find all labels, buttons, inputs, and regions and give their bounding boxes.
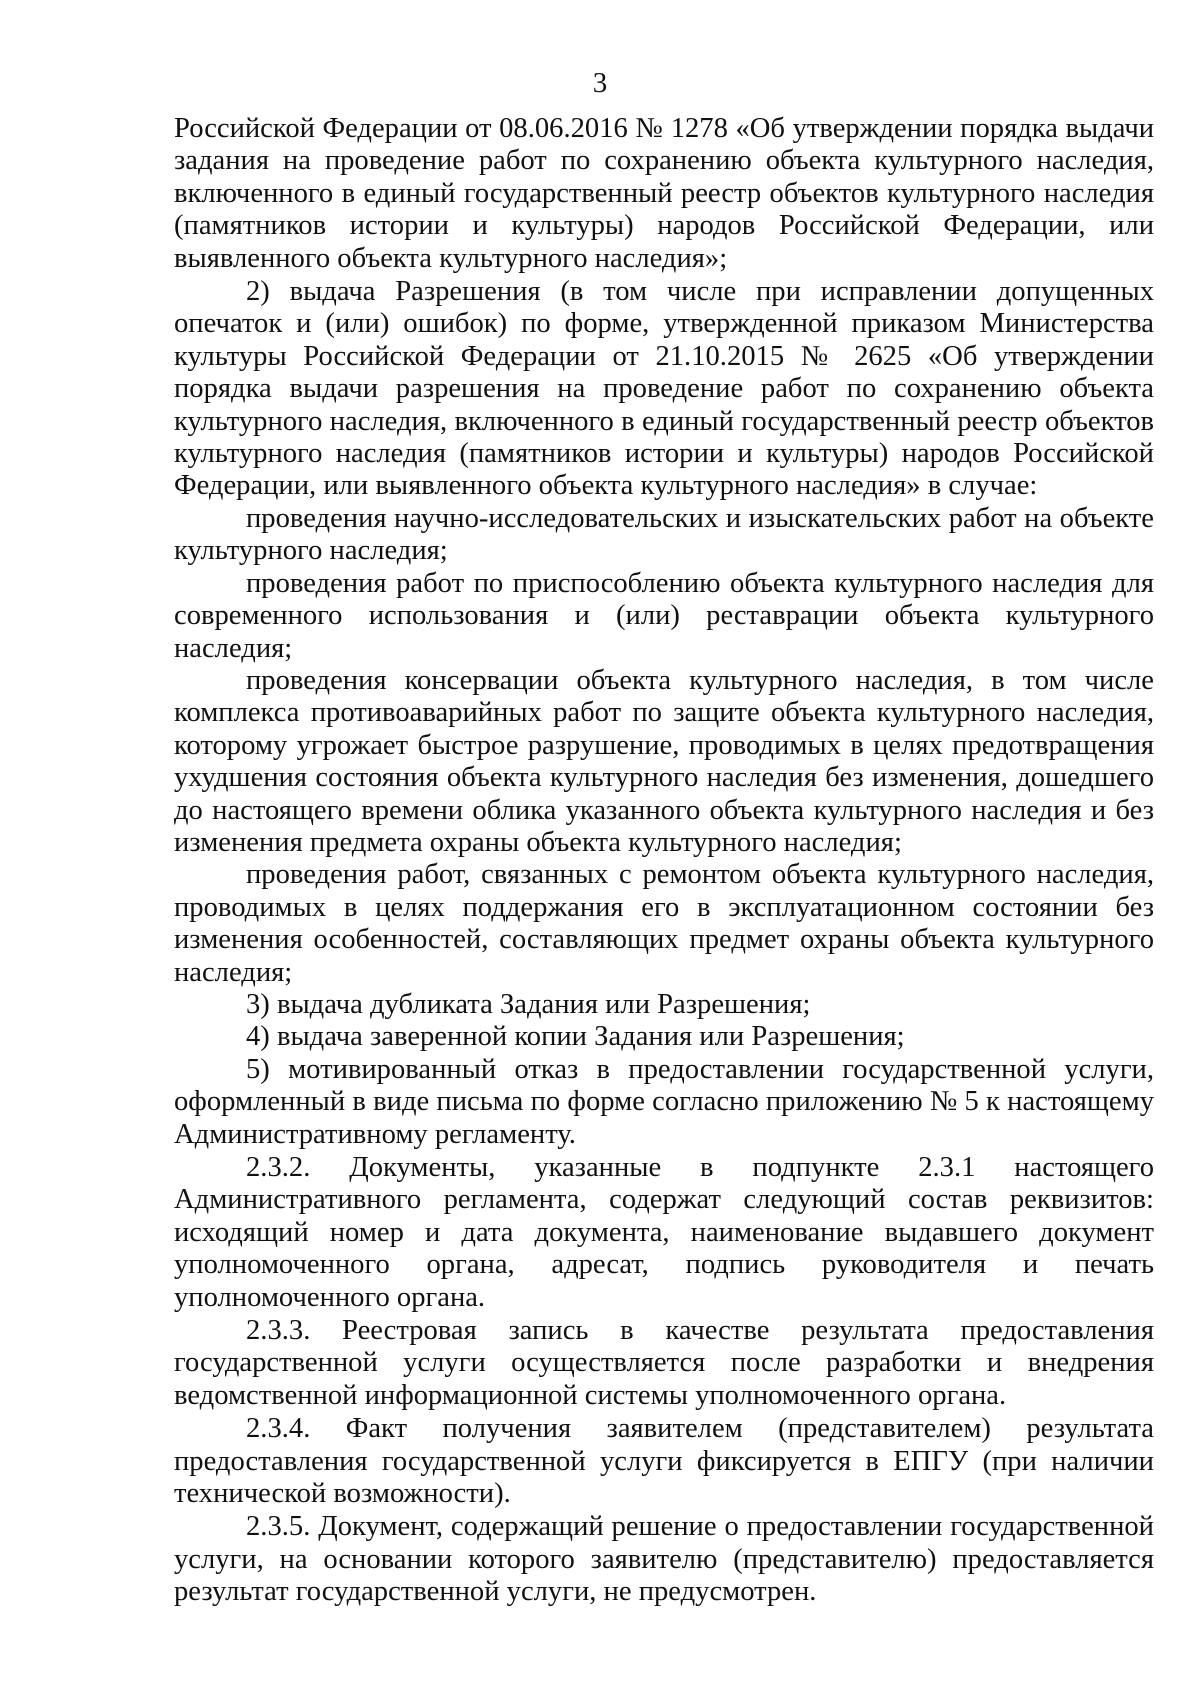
paragraph-item-4: 4) выдача заверенной копии Задания или Разрешения; — [246, 1021, 905, 1053]
paragraph-case-repair: проведения работ, связанных с ремонтом объекта культурного наследия, проводимых в целях поддержания его в эксплуатационном состоянии без изменения особенностей, составляющих предмет охраны объекта культурного наследия; — [174, 859, 1154, 988]
paragraph-case-adaptation: проведения работ по приспособлению объекта культурного наследия для современного использования и (или) реставрации объекта культурного наследия; — [174, 567, 1154, 664]
paragraph-case-conservation: проведения консервации объекта культурного наследия, в том числе комплекса противоаварийных работ по защите объекта культурного наследия, которому угрожает быстрое разрушение, проводимых в целях предотвращения ухудшения состояния объекта культурного наследия без изменения, дошедшего до настоящего времени облика указанного объекта культурного наследия и без изменения предмета охраны объекта культурного наследия; — [174, 664, 1154, 858]
paragraph-2-3-3: 2.3.3. Реестровая запись в качестве результата предоставления государственной услуги осуществляется после разработки и внедрения ведомственной информационной системы уполномоченного органа. — [174, 1315, 1154, 1411]
document-body — [174, 113, 1154, 1609]
page-number: 3 — [592, 67, 608, 99]
paragraph-2-3-5: 2.3.5. Документ, содержащий решение о предоставлении государственной услуги, на основании которого заявителю (представителю) предоставляется результат государственной услуги, не предусмотрен. — [174, 1511, 1154, 1608]
paragraph-item-2: 2) выдача Разрешения (в том числе при исправлении допущенных опечаток и (или) ошибок) по форме, утвержденной приказом Министерства культуры Российской Федерации от 21.10.2015 № 2625 «Об утверждении порядка выдачи разрешения на проведение работ по сохранению объекта культурного наследия, включенного в единый государственный реестр объектов культурного наследия (памятников истории и культуры) народов Российской Федерации, или выявленного объекта культурного наследия» в случае: — [174, 276, 1154, 502]
paragraph-case-research: проведения научно-исследовательских и изыскательских работ на объекте культурного наследия; — [174, 502, 1154, 567]
paragraph-continuation: Российской Федерации от 08.06.2016 № 1278 «Об утверждении порядка выдачи задания на проведение работ по сохранению объекта культурного наследия, включенного в единый государственный реестр объектов культурного наследия (памятников истории и культуры) народов Российской Федерации, или выявленного объекта культурного наследия»; — [174, 113, 1154, 274]
paragraph-2-3-4: 2.3.4. Факт получения заявителем (представителем) результата предоставления государственной услуги фиксируется в ЕПГУ (при наличии технической возможности). — [174, 1413, 1154, 1510]
paragraph-2-3-2: 2.3.2. Документы, указанные в подпункте 2.3.1 настоящего Административного регламента, содержат следующий состав реквизитов: исходящий номер и дата документа, наименование выдавшего документ уполномоченного органа, адресат, подпись руководителя и печать уполномоченного органа. — [174, 1152, 1154, 1313]
paragraph-item-3: 3) выдача дубликата Задания или Разрешения; — [246, 988, 811, 1020]
paragraph-item-5: 5) мотивированный отказ в предоставлении государственной услуги, оформленный в виде письма по форме согласно приложению № 5 к настоящему Административному регламенту. — [174, 1053, 1154, 1150]
